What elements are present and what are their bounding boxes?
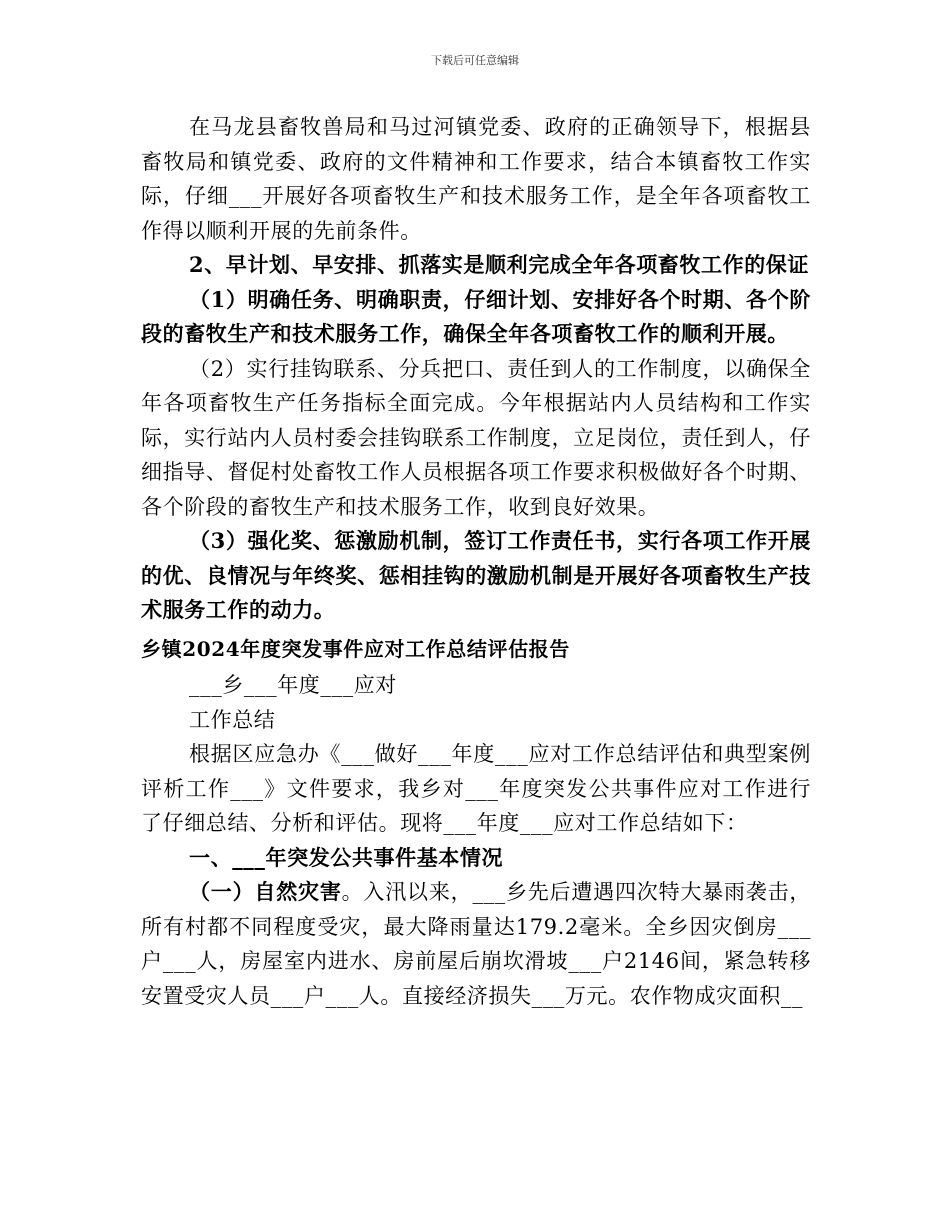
paragraph-item-1: （1）明确任务、明确职责，仔细计划、安排好各个时期、各个阶段的畜牧生产和技术服务工作，确保全年各项畜牧工作的顺利开展。 [141, 286, 811, 346]
paragraph-natural-disaster [141, 875, 811, 1013]
page-header: 下载后可任意编辑 [431, 54, 519, 67]
paragraph-item-3: （3）强化奖、惩激励机制，签订工作责任书，实行各项工作开展的优、良情况与年终奖、惩相挂钩的激励机制是开展好各项畜牧生产技术服务工作的动力。 [141, 528, 811, 622]
section-heading-1: 一、___年突发公共事件基本情况 [189, 844, 504, 870]
heading-planning: 2、早计划、早安排、抓落实是顺利完成全年各项畜牧工作的保证 [189, 252, 810, 277]
document-body [141, 110, 811, 1013]
subtitle-line-1: ___乡___年度___应对 [189, 673, 397, 697]
paragraph-leadership: 在马龙县畜牧兽局和马过河镇党委、政府的正确领导下，根据县畜牧局和镇党委、政府的文件精神和工作要求，结合本镇畜牧工作实际，仔细___开展好各项畜牧生产和技术服务工作，是全年各项畜牧工作得以顺利开展的先前条件。 [141, 115, 811, 243]
paragraph-item-2: （2）实行挂钩联系、分兵把口、责任到人的工作制度，以确保全年各项畜牧生产任务指标全面完成。今年根据站内人员结构和工作实际，实行站内人员村委会挂钩联系工作制度，立足岗位，责任到人，仔细指导、督促村处畜牧工作人员根据各项工作要求积极做好各个时期、各个阶段的畜牧生产和技术服务工作，收到良好效果。 [141, 356, 811, 519]
subtitle-line-2: 工作总结 [189, 707, 276, 732]
paragraph-intro: 根据区应急办《___做好___年度___应对工作总结评估和典型案例评析工作___》文件要求，我乡对___年度突发公共事件应对工作进行了仔细总结、分析和评估。现将___年度___应对工作总结如下： [141, 742, 811, 835]
report-title: 乡镇2024年度突发事件应对工作总结评估报告 [141, 636, 570, 661]
natural-disaster-label: （一）自然灾害 [189, 879, 342, 904]
natural-disaster-text: 。入汛以来，___乡先后遭遇四次特大暴雨袭击，所有村都不同程度受灾，最大降雨量达179.2毫米。全乡因灾倒房___户___人，房屋室内进水、房前屋后崩坎滑坡___户2146间，紧急转移安置受灾人员___户___人。直接经济损失___万元。农作物成灾面积__ [141, 880, 811, 1008]
